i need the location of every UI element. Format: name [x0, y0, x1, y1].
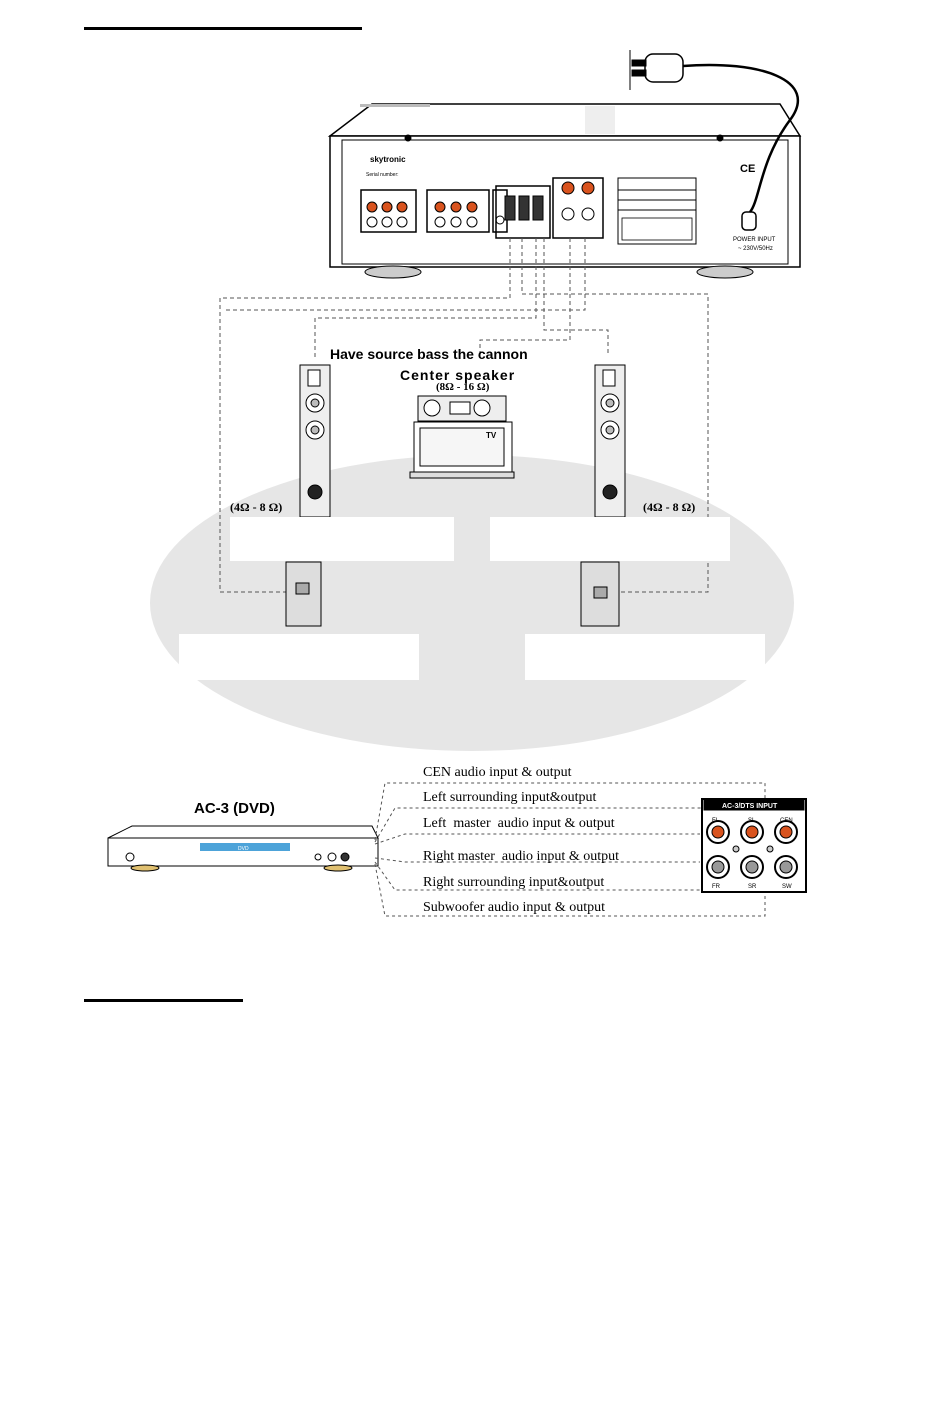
- connection-label-cen: CEN audio input & output: [423, 765, 572, 780]
- jack-sw: SW: [782, 884, 792, 890]
- amp-brand: skytronic: [370, 155, 406, 164]
- jack-sr: SR: [748, 884, 757, 890]
- connection-label-right-master: Right master audio input & output: [423, 849, 619, 864]
- center-speaker: [418, 396, 506, 421]
- connection-label-right-surround: Right surrounding input&output: [423, 875, 605, 890]
- connection-label-left-master: Left master audio input & output: [423, 816, 615, 831]
- power-input-value: ~ 230V/50Hz: [738, 246, 773, 252]
- amplifier: [330, 104, 800, 278]
- jack-sl: SL: [748, 818, 756, 824]
- connection-label-subwoofer: Subwoofer audio input & output: [423, 900, 605, 915]
- tv-label: TV: [486, 431, 497, 440]
- ce-mark: CE: [740, 163, 756, 175]
- jack-fl: FL: [712, 818, 720, 824]
- label-box-left-front: [230, 517, 454, 561]
- dvd-title: AC-3 (DVD): [194, 800, 275, 817]
- power-input-label: POWER INPUT: [733, 237, 776, 243]
- left-front-speaker: [300, 365, 330, 517]
- lower-heading-rule: [84, 999, 243, 1002]
- left-rear-speaker: [286, 562, 321, 626]
- label-box-right-rear: [525, 634, 765, 680]
- amp-serial: Serial number:: [366, 172, 399, 178]
- center-speaker-label: Center speaker: [400, 367, 516, 383]
- tv: [410, 422, 514, 478]
- label-box-left-rear: [179, 634, 419, 680]
- right-front-speaker: [595, 365, 625, 517]
- caption-top: Have source bass the cannon: [330, 346, 528, 362]
- right-rear-speaker: [581, 562, 619, 626]
- jack-fr: FR: [712, 884, 720, 890]
- center-impedance: (8Ω - 16 Ω): [436, 381, 490, 393]
- connection-label-left-surround: Left surrounding input&output: [423, 790, 597, 805]
- jack-cen: CEN: [780, 818, 793, 824]
- dvd-display: DVD: [238, 846, 249, 852]
- panel-title: AC-3/DTS INPUT: [722, 803, 778, 810]
- left-impedance: (4Ω - 8 Ω): [230, 500, 283, 514]
- right-impedance: (4Ω - 8 Ω): [643, 500, 696, 514]
- label-box-right-front: [490, 517, 730, 561]
- ac3-dts-panel: [702, 799, 806, 892]
